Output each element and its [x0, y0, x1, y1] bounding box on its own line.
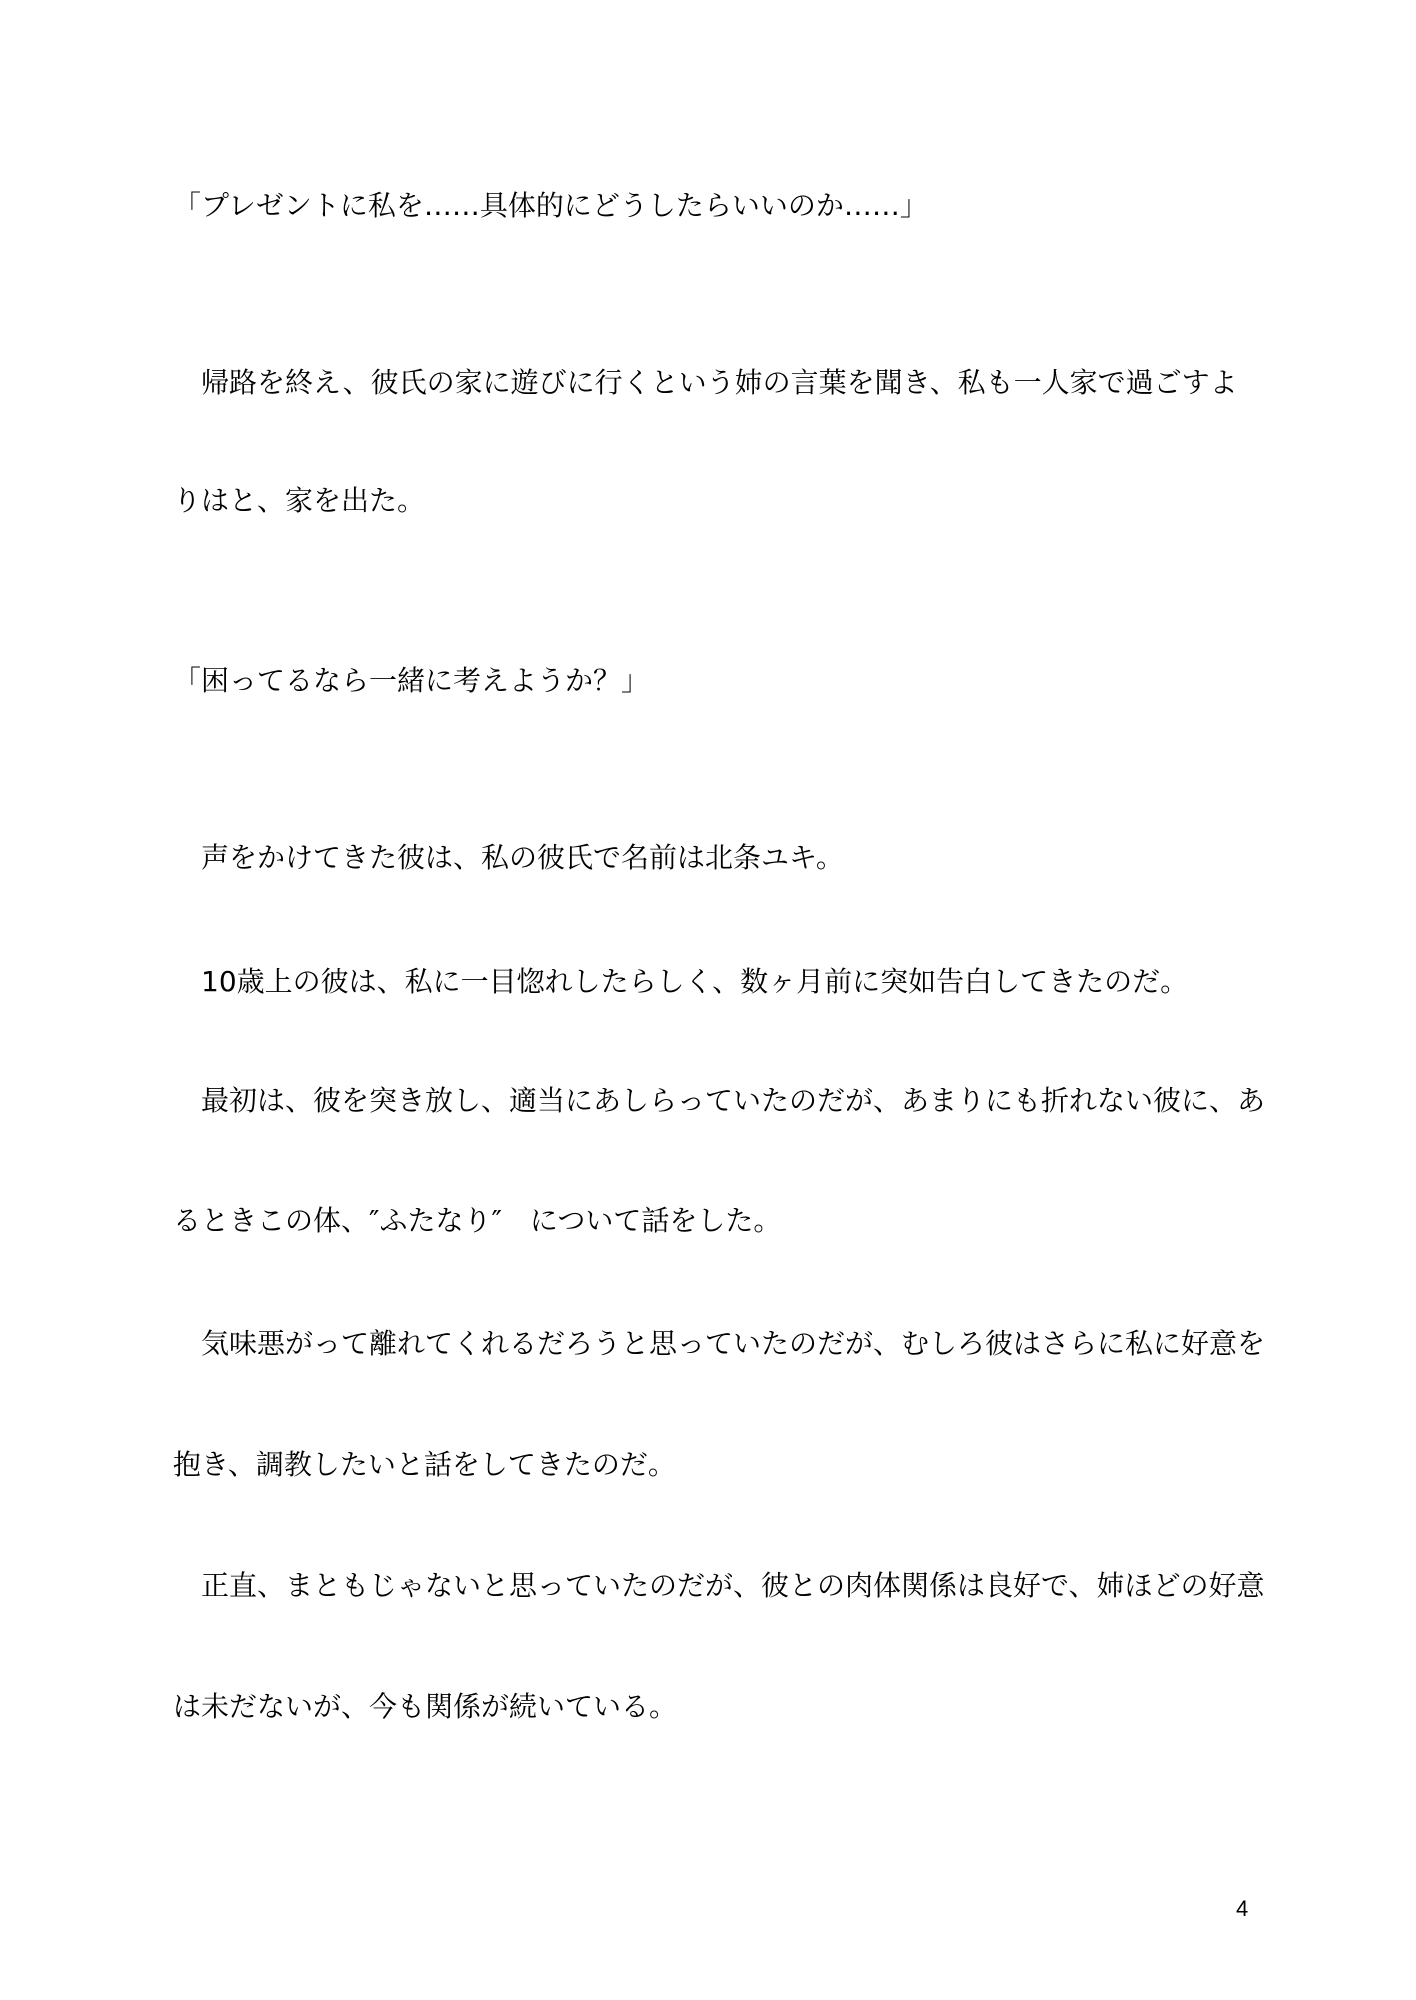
text-line: 帰路を終え、彼氏の家に遊びに行くという姉の言葉を聞き、私も一人家で過ごすよ: [173, 366, 1238, 399]
text-line: るときこの体、″ふたなり″ について話をした。: [173, 1204, 782, 1237]
page-number: 4: [1236, 1896, 1249, 1921]
text-line: 気味悪がって離れてくれるだろうと思っていたのだが、むしろ彼はさらに私に好意を: [173, 1327, 1266, 1360]
text-line: 10歳上の彼は、私に一目惚れしたらしく、数ヶ月前に突如告白してきたのだ。: [173, 965, 1189, 998]
text-line: 抱き、調教したいと話をしてきたのだ。: [173, 1448, 676, 1481]
text-line: 「プレゼントに私を……具体的にどうしたらいいのか……」: [173, 189, 928, 222]
text-line: りはと、家を出た。: [173, 484, 426, 517]
text-line: 「困ってるなら一緒に考えようか？」: [173, 664, 650, 697]
text-line: 声をかけてきた彼は、私の彼氏で名前は北条ユキ。: [173, 841, 844, 874]
text-line: 最初は、彼を突き放し、適当にあしらっていたのだが、あまりにも折れない彼に、あ: [173, 1084, 1266, 1117]
text-line: 正直、まともじゃないと思っていたのだが、彼との肉体関係は良好で、姉ほどの好意: [173, 1569, 1265, 1602]
text-line: は未だないが、今も関係が続いている。: [173, 1690, 678, 1723]
